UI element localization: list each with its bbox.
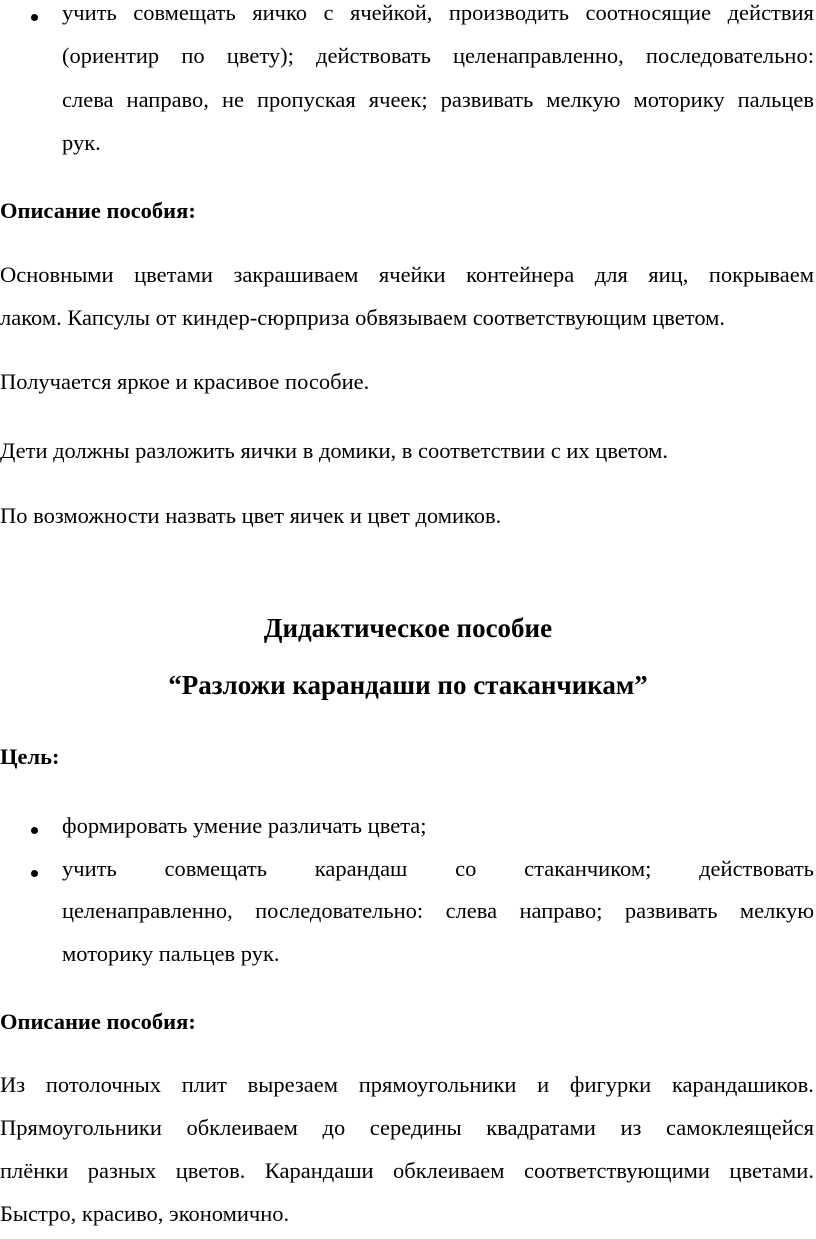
paragraph: По возможности назвать цвет яичек и цвет домиков.	[0, 503, 502, 528]
word: направо,	[126, 87, 209, 112]
word: Основными	[0, 262, 114, 287]
word: производить	[448, 0, 570, 25]
word: яиц,	[648, 262, 689, 287]
word: действия	[727, 0, 814, 25]
word: покрываем	[708, 262, 814, 287]
word: середины	[369, 1115, 462, 1140]
word: мелкую	[739, 898, 814, 923]
word: квадратами	[486, 1115, 596, 1140]
word: целенаправленно,	[62, 898, 233, 923]
bullet-text-line	[62, 900, 814, 923]
word: (ориентир	[62, 43, 160, 68]
word: моторику	[633, 87, 725, 112]
word: цветами	[134, 262, 213, 287]
description-heading: Описание пособия:	[0, 1009, 196, 1034]
word: Из	[0, 1072, 26, 1097]
word: соответствующими	[523, 1158, 710, 1183]
word: развивать	[440, 87, 534, 112]
bullet-text-line	[62, 858, 814, 881]
paragraph-line	[0, 1117, 814, 1140]
word: плит	[181, 1072, 227, 1097]
goal-heading: Цель:	[0, 744, 60, 769]
word: и	[537, 1072, 550, 1097]
section-title: Дидактическое пособие	[263, 613, 553, 643]
paragraph: Получается яркое и красивое пособие.	[0, 369, 370, 394]
paragraph-line: лаком. Капсулы от киндер-сюрприза обвязываем соответствующим цветом.	[0, 305, 726, 330]
paragraph-line: Быстро, красиво, экономично.	[0, 1201, 290, 1226]
bullet-text-line: рук.	[62, 130, 101, 155]
word: цветами.	[729, 1158, 814, 1183]
bullet-marker	[31, 870, 38, 877]
word: слева	[62, 87, 114, 112]
word: учить	[62, 856, 117, 881]
paragraph-line	[0, 1160, 814, 1183]
word: из	[620, 1115, 642, 1140]
word: Прямоугольники	[0, 1115, 162, 1140]
bullet-text-line: формировать умение различать цвета;	[62, 813, 427, 838]
word: направо;	[519, 898, 603, 923]
word: действовать	[316, 43, 431, 68]
word: обклеиваем	[186, 1115, 298, 1140]
word: цвету);	[226, 43, 294, 68]
word: пропуская	[257, 87, 356, 112]
word: закрашиваем	[233, 262, 359, 287]
description-heading: Описание пособия:	[0, 198, 196, 223]
word: не	[221, 87, 244, 112]
word: соотносящие	[585, 0, 712, 25]
word: со	[455, 856, 477, 881]
word: цветов.	[175, 1158, 246, 1183]
word: потолочных	[45, 1072, 161, 1097]
bullet-text-line: моторику пальцев рук.	[62, 941, 280, 966]
word: яичко	[252, 0, 307, 25]
word: пальцев	[737, 87, 814, 112]
word: действовать	[699, 856, 814, 881]
word: ячейки	[378, 262, 446, 287]
word: по	[181, 43, 205, 68]
word: Карандаши	[264, 1158, 374, 1183]
word: вырезаем	[247, 1072, 338, 1097]
bullet-marker	[31, 14, 38, 21]
word: целенаправленно,	[453, 43, 624, 68]
word: ячеек;	[368, 87, 428, 112]
word: учить	[62, 0, 117, 25]
word: развивать	[624, 898, 718, 923]
paragraph-line	[0, 264, 814, 287]
word: прямоугольники	[358, 1072, 517, 1097]
word: стаканчиком;	[524, 856, 652, 881]
paragraph-line	[0, 1074, 814, 1097]
word: фигурки	[569, 1072, 652, 1097]
bullet-marker	[31, 827, 38, 834]
word: карандашиков.	[671, 1072, 814, 1097]
word: последовательно:	[255, 898, 424, 923]
word: до	[322, 1115, 346, 1140]
word: самоклеящейся	[666, 1115, 814, 1140]
word: обклеиваем	[393, 1158, 505, 1183]
word: карандаш	[314, 856, 408, 881]
word: совмещать	[164, 856, 267, 881]
word: разных	[87, 1158, 157, 1183]
word: для	[594, 262, 628, 287]
word: мелкую	[546, 87, 621, 112]
bullet-text-line	[62, 89, 814, 112]
word: контейнера	[466, 262, 575, 287]
word: ячейкой,	[349, 0, 433, 25]
paragraph: Дети должны разложить яички в домики, в соответствии с их цветом.	[0, 438, 669, 463]
section-subtitle: “Разложи карандаши по стаканчикам”	[168, 670, 648, 700]
word: плёнки	[0, 1158, 69, 1183]
bullet-text-line	[62, 45, 814, 68]
word: последовательно:	[645, 43, 814, 68]
bullet-text-line	[62, 2, 814, 25]
word: слева	[445, 898, 498, 923]
word: совмещать	[133, 0, 236, 25]
word: с	[323, 0, 334, 25]
